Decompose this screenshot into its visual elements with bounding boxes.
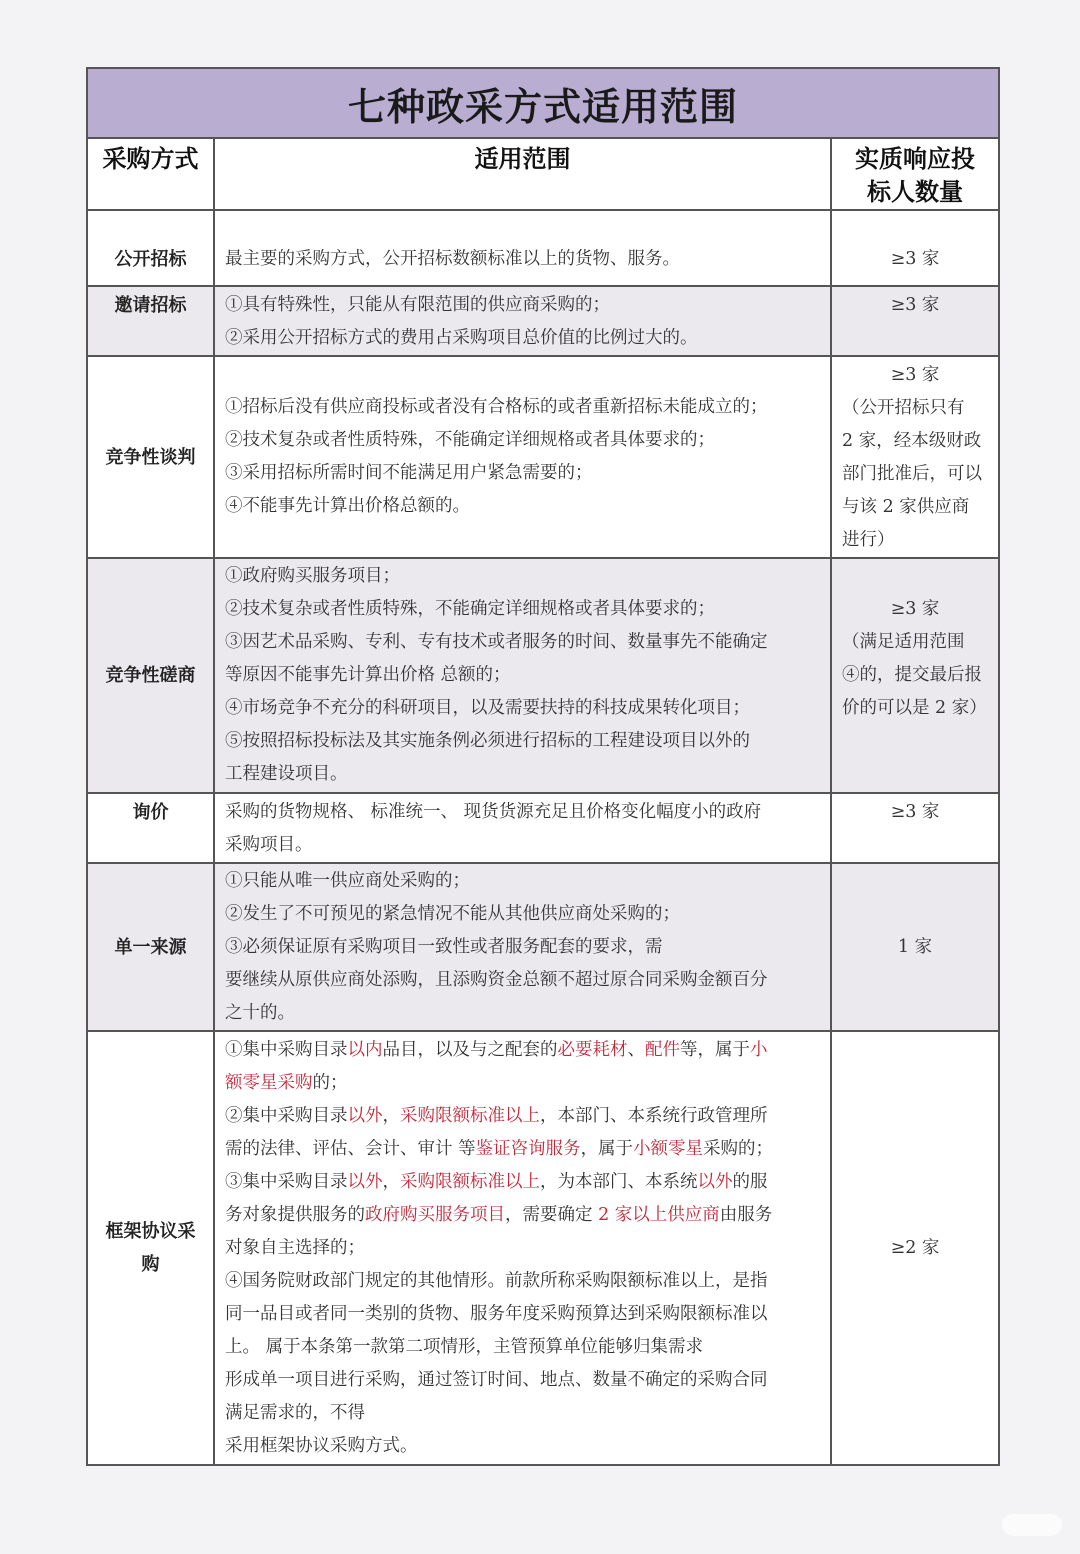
- count-note: 价的可以是 2 家）: [842, 698, 987, 718]
- scope-line: ⑤按照招标投标法及其实施条例必须进行招标的工程建设项目以外的: [225, 731, 750, 751]
- scope-line: 等原因不能事先计算出价格 总额的；: [225, 665, 511, 685]
- count-value: ≥2 家: [890, 1237, 940, 1258]
- scope-line: ②采用公开招标方式的费用占采购项目总价值的比例过大的。: [225, 328, 698, 348]
- highlight-text: 额零星采购: [225, 1072, 313, 1093]
- count-cell: [831, 558, 999, 793]
- scope-text: ，属于: [580, 1138, 634, 1159]
- scope-cell: [214, 286, 831, 356]
- scope-text: ，: [382, 1105, 400, 1126]
- count-note: 2 家，经本级财政: [842, 431, 982, 451]
- scope-text: 由服务: [719, 1204, 773, 1225]
- table-row-invited-tender: [87, 286, 999, 356]
- count-cell: [831, 356, 999, 558]
- count-value: ≥3 家: [890, 802, 940, 822]
- method-cell: 竞争性谈判: [87, 356, 214, 558]
- scope-text: 、: [627, 1039, 645, 1060]
- count-value: ≥3 家: [890, 295, 940, 315]
- highlight-text: 以外: [697, 1171, 733, 1192]
- scope-line: 采购项目。: [225, 835, 313, 855]
- scope-text: 同一品目或者同一类别的货物、服务年度采购预算达到采购限额标准以: [225, 1303, 768, 1324]
- scope-line: ①只能从唯一供应商处采购的；: [225, 870, 470, 891]
- scope-line: [225, 1364, 820, 1397]
- scope-text: ③集中采购目录: [225, 1171, 348, 1192]
- scope-line: ②技术复杂或者性质特殊，不能确定详细规格或者具体要求的；: [225, 599, 715, 619]
- scope-line: [225, 1133, 820, 1166]
- method-cell: [87, 1031, 214, 1465]
- scope-line: ③采用招标所需时间不能满足用户紧急需要的；: [225, 463, 593, 483]
- scope-line: [225, 1067, 820, 1100]
- scope-line: 工程建设项目。: [225, 764, 348, 784]
- scope-line: ③因艺术品采购、专利、专有技术或者服务的时间、数量事先不能确定: [225, 632, 768, 652]
- count-value: 1 家: [897, 936, 933, 957]
- scope-text: 等，属于: [680, 1039, 750, 1060]
- scope-text: 的服: [732, 1171, 768, 1192]
- count-value: ≥3 家: [890, 599, 940, 619]
- scope-line: 最主要的采购方式，公开招标数额标准以上的货物、服务。: [225, 248, 680, 269]
- scope-cell: [214, 558, 831, 793]
- highlight-text: 采购限额标准以上: [400, 1171, 540, 1192]
- count-value: ≥3 家: [890, 248, 940, 269]
- count-cell: [831, 210, 999, 286]
- highlight-text: 小: [750, 1039, 768, 1060]
- scope-text: 采用框架协议采购方式。: [225, 1435, 418, 1456]
- scope-line: [225, 1034, 820, 1067]
- highlight-text: 以外: [347, 1105, 383, 1126]
- count-note: ④的，提交最后报: [842, 665, 982, 685]
- header-count-line1: 实质响应投: [855, 145, 975, 173]
- count-cell: [831, 1031, 999, 1465]
- table-row-open-tender: [87, 210, 999, 286]
- scope-line: ②技术复杂或者性质特殊，不能确定详细规格或者具体要求的；: [225, 430, 715, 450]
- highlight-text: 必要耗材: [557, 1039, 628, 1060]
- scope-text: ，需要确定: [505, 1204, 599, 1225]
- scope-line: ①政府购买服务项目；: [225, 566, 400, 586]
- count-cell: [831, 793, 999, 863]
- scope-line: ①招标后没有供应商投标或者没有合格标的或者重新招标未能成立的；: [225, 397, 768, 417]
- scope-line: [225, 1331, 820, 1364]
- method-cell: 竞争性磋商: [87, 558, 214, 793]
- count-cell: [831, 863, 999, 1031]
- table-row-framework-agreement: [87, 1031, 999, 1465]
- count-note: （满足适用范围: [842, 632, 965, 652]
- highlight-text: 小额零星: [633, 1138, 704, 1159]
- scope-line: [225, 1265, 820, 1298]
- scope-text: 务对象提供服务的: [225, 1204, 365, 1225]
- scope-text: ，: [382, 1171, 400, 1192]
- scope-line: 之十的。: [225, 1002, 295, 1023]
- scope-line: [225, 1232, 820, 1265]
- scope-line: [225, 1100, 820, 1133]
- scope-text: 品目，以及与之配套的: [382, 1039, 558, 1060]
- header-count: [831, 138, 999, 210]
- scope-text: 需的法律、评估、会计、审计 等: [225, 1138, 476, 1159]
- scope-cell: [214, 863, 831, 1031]
- watermark: [1002, 1514, 1062, 1536]
- scope-text: ②集中采购目录: [225, 1105, 348, 1126]
- scope-text: 满足需求的，不得: [225, 1402, 365, 1423]
- scope-text: ，本部门、本系统行政管理所: [540, 1105, 768, 1126]
- highlight-text: 以内: [347, 1039, 383, 1060]
- scope-text: 的；: [312, 1072, 348, 1093]
- scope-text: 上。 属于本条第一款第二项情形，主管预算单位能够归集需求: [225, 1336, 704, 1357]
- highlight-text: 采购限额标准以上: [400, 1105, 540, 1126]
- header-scope: 适用范围: [214, 138, 831, 210]
- highlight-text: 鉴证咨询服务: [475, 1138, 581, 1159]
- procurement-methods-table: [86, 67, 1000, 1466]
- scope-line: ②发生了不可预见的紧急情况不能从其他供应商处采购的；: [225, 903, 680, 924]
- highlight-text: 2 家以上供应商: [598, 1204, 720, 1225]
- method-cell: 公开招标: [87, 210, 214, 286]
- method-cell: 邀请招标: [87, 286, 214, 356]
- scope-line: [225, 1430, 820, 1463]
- table-row-single-source: [87, 863, 999, 1031]
- scope-text: ④国务院财政部门规定的其他情形。前款所称采购限额标准以上，是指: [225, 1270, 768, 1291]
- method-line: 购: [141, 1254, 160, 1275]
- scope-line: ①具有特殊性，只能从有限范围的供应商采购的；: [225, 295, 610, 315]
- count-note: （公开招标只有: [842, 398, 965, 418]
- count-note: 部门批准后，可以: [842, 464, 982, 484]
- scope-cell: [214, 210, 831, 286]
- count-note: 进行）: [842, 530, 895, 550]
- scope-cell: [214, 1031, 831, 1465]
- scope-line: [225, 1199, 820, 1232]
- count-value: ≥3 家: [890, 365, 940, 385]
- scope-text: ，为本部门、本系统: [540, 1171, 698, 1192]
- scope-text: 形成单一项目进行采购，通过签订时间、地点、数量不确定的采购合同: [225, 1369, 768, 1390]
- method-cell: 单一来源: [87, 863, 214, 1031]
- method-line: 框架协议采: [105, 1221, 196, 1242]
- scope-line: [225, 1397, 820, 1430]
- scope-line: 要继续从原供应商处添购，且添购资金总额不超过原合同采购金额百分: [225, 969, 768, 990]
- count-note: 与该 2 家供应商: [842, 497, 970, 517]
- table-row-competitive-consultation: [87, 558, 999, 793]
- table-row-inquiry: [87, 793, 999, 863]
- scope-line: [225, 1298, 820, 1331]
- scope-text: 对象自主选择的；: [225, 1237, 365, 1258]
- highlight-text: 配件: [645, 1039, 680, 1060]
- scope-line: ④不能事先计算出价格总额的。: [225, 496, 470, 516]
- scope-line: 采购的货物规格、 标准统一、 现货货源充足且价格变化幅度小的政府: [225, 802, 762, 822]
- scope-cell: [214, 356, 831, 558]
- scope-text: ①集中采购目录: [225, 1039, 348, 1060]
- header-method: 采购方式: [87, 138, 214, 210]
- count-cell: [831, 286, 999, 356]
- table-title: 七种政采方式适用范围: [87, 68, 999, 138]
- scope-cell: [214, 793, 831, 863]
- scope-line: ③必须保证原有采购项目一致性或者服务配套的要求，需: [225, 936, 663, 957]
- highlight-text: 政府购买服务项目: [365, 1204, 505, 1225]
- scope-line: ④市场竞争不充分的科研项目，以及需要扶持的科技成果转化项目；: [225, 698, 750, 718]
- scope-text: 采购的；: [703, 1138, 774, 1159]
- highlight-text: 以外: [347, 1171, 383, 1192]
- method-cell: 询价: [87, 793, 214, 863]
- table-row-competitive-negotiation: [87, 356, 999, 558]
- scope-line: [225, 1166, 820, 1199]
- header-count-line2: 标人数量: [867, 178, 963, 206]
